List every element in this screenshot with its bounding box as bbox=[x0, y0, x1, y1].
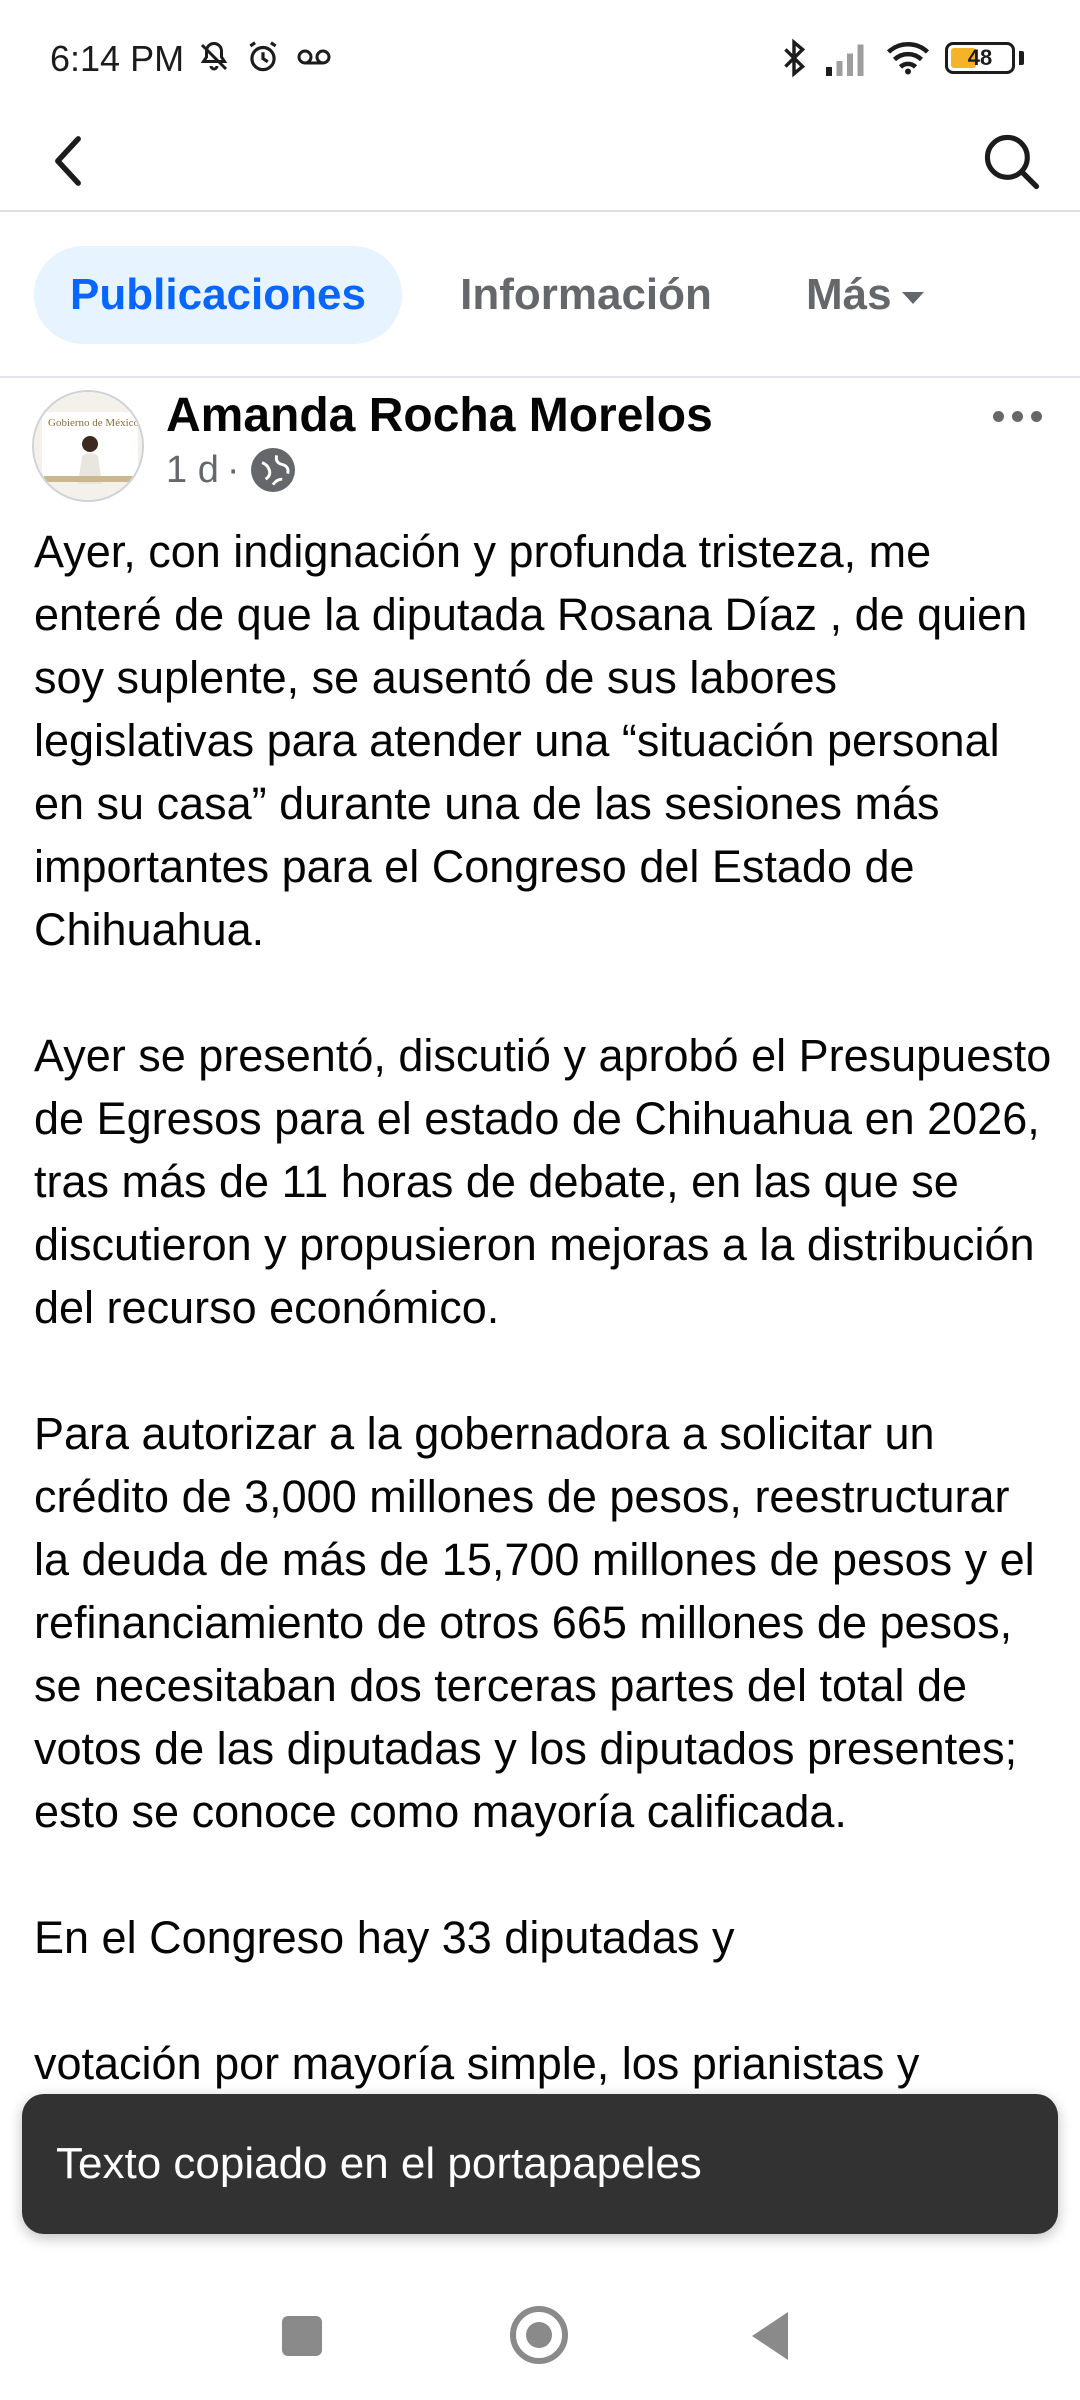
silent-bell-icon bbox=[196, 39, 232, 75]
dot bbox=[1031, 411, 1042, 422]
caret-down-icon bbox=[902, 292, 924, 304]
post-paragraph: votación por mayoría simple, los prianistas y bbox=[34, 2038, 920, 2089]
tab-publicaciones[interactable] bbox=[34, 246, 402, 344]
voicemail-icon bbox=[294, 39, 334, 75]
status-left-icons bbox=[196, 38, 334, 76]
system-nav-bar bbox=[0, 2260, 1080, 2400]
post-paragraph: Para autorizar a la gobernadora a solicitar un crédito de 3,000 millones de pesos, reestructurar la deuda de más de 15,700 millones de pesos y el refinanciamiento de otros 665 millones de pesos, se necesitaban dos terceras partes del total de votos de las diputadas y los diputados presentes; esto se conoce como mayoría calificada. bbox=[34, 1408, 1035, 1837]
post-time[interactable]: 1 d bbox=[166, 448, 219, 491]
dot bbox=[1012, 411, 1023, 422]
dot bbox=[993, 411, 1004, 422]
home-button[interactable] bbox=[510, 2306, 568, 2364]
tab-label: Información bbox=[460, 270, 712, 319]
tab-informacion[interactable] bbox=[430, 246, 742, 344]
snackbar-text: Texto copiado en el portapapeles bbox=[56, 2139, 702, 2188]
status-time: 6:14 PM bbox=[50, 38, 185, 79]
nav-back-button[interactable] bbox=[752, 2312, 788, 2360]
tab-label: Publicaciones bbox=[70, 270, 366, 319]
status-bar bbox=[0, 0, 1080, 120]
avatar-logo-text: Gobierno de México bbox=[48, 417, 140, 429]
tab-mas[interactable] bbox=[780, 246, 960, 344]
battery-icon bbox=[945, 42, 1015, 74]
post-paragraph: Ayer se presentó, discutió y aprobó el Presupuesto de Egresos para el estado de Chihuahua en 2026, tras más de 11 horas de debate, en las que se discutieron y propusieron mejoras a la distribución del recurso económico. bbox=[34, 1030, 1052, 1333]
post-paragraph: En el Congreso hay 33 diputadas y bbox=[34, 1912, 735, 1963]
author-name[interactable]: Amanda Rocha Morelos bbox=[166, 389, 713, 442]
bluetooth-icon bbox=[779, 38, 809, 78]
more-options-button[interactable] bbox=[982, 396, 1052, 436]
status-right-icons bbox=[779, 38, 1024, 78]
snackbar bbox=[22, 2094, 1058, 2234]
avatar-image bbox=[34, 392, 144, 502]
search-button[interactable] bbox=[976, 126, 1046, 196]
app-bar bbox=[0, 120, 1080, 212]
tab-label: Más bbox=[806, 270, 892, 319]
profile-tabs bbox=[0, 212, 1080, 378]
post-paragraph: Ayer, con indignación y profunda tristeza, me enteré de que la diputada Rosana Díaz , de quien soy suplente, se ausentó de sus labores legislativas para atender una “situación personal en su casa” durante una de las sesiones más importantes para el Congreso del Estado de Chihuahua. bbox=[34, 526, 1028, 955]
battery-level: 48 bbox=[967, 45, 993, 70]
post-text bbox=[34, 520, 1054, 2260]
recents-button[interactable] bbox=[282, 2316, 322, 2356]
alarm-icon bbox=[244, 38, 282, 76]
search-icon bbox=[982, 132, 1040, 190]
avatar[interactable] bbox=[32, 390, 144, 502]
chevron-left-icon bbox=[51, 133, 85, 189]
wifi-icon bbox=[885, 40, 931, 76]
home-icon bbox=[526, 2322, 552, 2348]
back-button[interactable] bbox=[38, 126, 98, 196]
post-meta bbox=[166, 448, 295, 492]
globe-icon bbox=[251, 448, 295, 492]
signal-icon bbox=[823, 40, 871, 76]
meta-separator: · bbox=[226, 448, 240, 491]
battery-tip bbox=[1019, 51, 1024, 65]
post-header bbox=[0, 380, 1080, 510]
